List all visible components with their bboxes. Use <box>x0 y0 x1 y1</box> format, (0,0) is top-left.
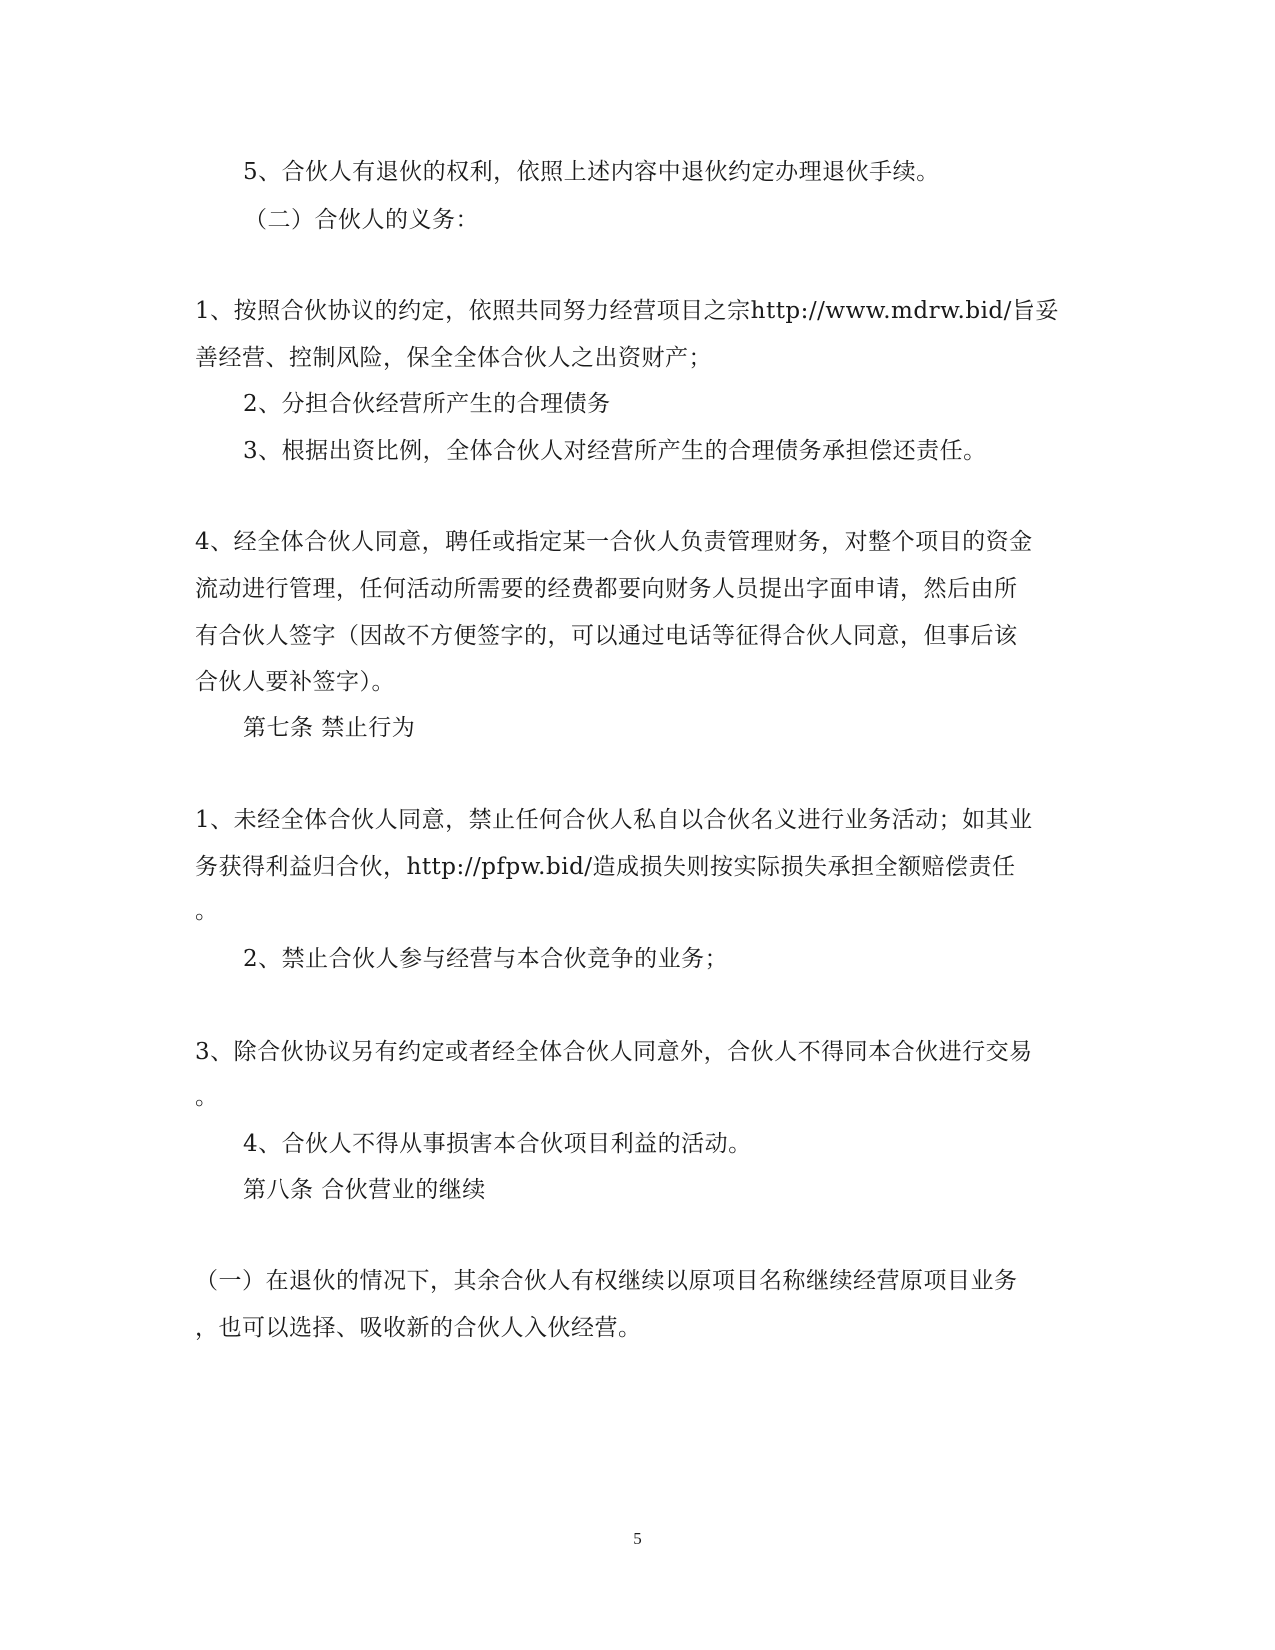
article-heading: 第七条 禁止行为 <box>243 715 416 741</box>
article-heading: 第八条 合伙营业的继续 <box>243 1177 486 1203</box>
paragraph-line: 。 <box>195 1084 219 1110</box>
paragraph-line: 合伙人要补签字）。 <box>195 669 395 695</box>
paragraph-line: ，也可以选择、吸收新的合伙人入伙经营。 <box>195 1315 642 1341</box>
paragraph-line: 2、禁止合伙人参与经营与本合伙竞争的业务； <box>243 946 729 972</box>
page-number: 5 <box>633 1529 642 1548</box>
paragraph-line: 4、经全体合伙人同意，聘任或指定某一合伙人负责管理财务，对整个项目的资金 <box>195 529 1033 555</box>
paragraph-line: 3、根据出资比例，全体合伙人对经营所产生的合理债务承担偿还责任。 <box>243 438 987 464</box>
paragraph-line: 。 <box>195 898 219 924</box>
paragraph-line: 有合伙人签字（因故不方便签字的，可以通过电话等征得合伙人同意，但事后该 <box>195 623 1018 649</box>
paragraph-line: 4、合伙人不得从事损害本合伙项目利益的活动。 <box>243 1131 752 1157</box>
paragraph-line: 务获得利益归合伙，http://pfpw.bid/造成损失则按实际损失承担全额赔偿责任 <box>195 854 1016 880</box>
paragraph-line: 2、分担合伙经营所产生的合理债务 <box>243 391 611 417</box>
paragraph-line: 3、除合伙协议另有约定或者经全体合伙人同意外，合伙人不得同本合伙进行交易 <box>195 1039 1033 1065</box>
paragraph-line: 流动进行管理，任何活动所需要的经费都要向财务人员提出字面申请，然后由所 <box>195 576 1018 602</box>
section-heading: （二）合伙人的义务： <box>244 207 479 233</box>
paragraph-line: 5、合伙人有退伙的权利，依照上述内容中退伙约定办理退伙手续。 <box>243 159 940 185</box>
paragraph-line: 1、未经全体合伙人同意，禁止任何合伙人私自以合伙名义进行业务活动；如其业 <box>195 807 1033 833</box>
paragraph-line: 善经营、控制风险，保全全体合伙人之出资财产； <box>195 345 712 371</box>
paragraph-line: （一）在退伙的情况下，其余合伙人有权继续以原项目名称继续经营原项目业务 <box>195 1268 1018 1294</box>
paragraph-line: 1、按照合伙协议的约定，依照共同努力经营项目之宗http://www.mdrw.bid/旨妥 <box>195 298 1059 324</box>
